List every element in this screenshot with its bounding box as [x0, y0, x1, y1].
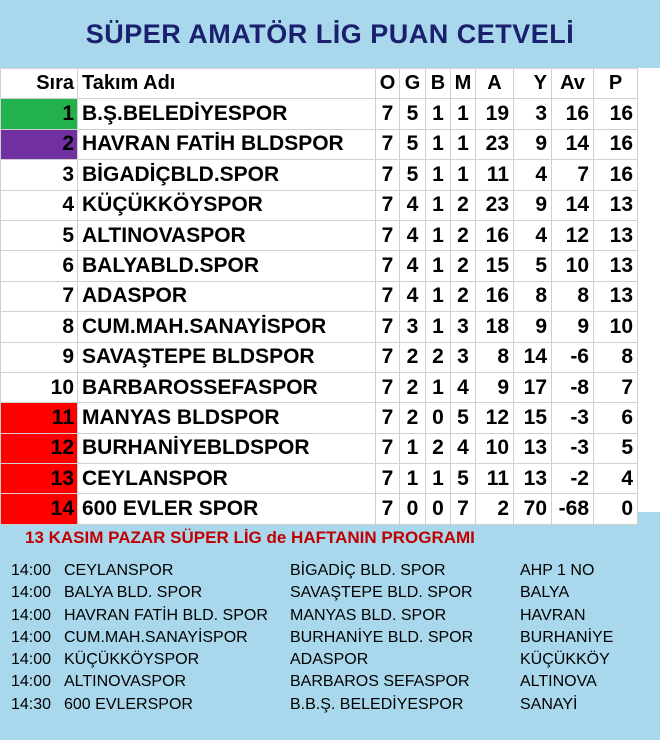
cell-drawn: 2 — [426, 433, 451, 463]
fixture-away-team: B.B.Ş. BELEDİYESPOR — [290, 695, 464, 713]
cell-average: -8 — [552, 372, 594, 402]
cell-average: -3 — [552, 403, 594, 433]
cell-points: 13 — [594, 251, 638, 281]
cell-drawn: 1 — [426, 220, 451, 250]
cell-drawn: 0 — [426, 403, 451, 433]
fixture-venue: BURHANİYE — [520, 628, 614, 646]
cell-lost: 1 — [451, 160, 476, 190]
cell-goals-against: 17 — [514, 372, 552, 402]
fixture-venue: AHP 1 NO — [520, 562, 595, 579]
cell-won: 4 — [400, 281, 426, 311]
fixture-row — [0, 607, 660, 629]
table-row — [1, 312, 638, 342]
fixture-row — [0, 629, 660, 651]
cell-rank: 5 — [1, 220, 78, 250]
cell-goals-for: 18 — [476, 312, 514, 342]
table-row — [1, 160, 638, 190]
cell-rank: 1 — [1, 99, 78, 129]
cell-points: 6 — [594, 403, 638, 433]
cell-points: 5 — [594, 433, 638, 463]
cell-goals-for: 11 — [476, 160, 514, 190]
cell-won: 5 — [400, 99, 426, 129]
fixture-home-team: CEYLANSPOR — [64, 562, 174, 579]
cell-lost: 4 — [451, 433, 476, 463]
table-row — [1, 281, 638, 311]
cell-goals-against: 70 — [514, 494, 552, 524]
fixture-venue: SANAYİ — [520, 695, 578, 713]
fixture-home-team: 600 EVLERSPOR — [64, 695, 193, 713]
table-right-margin — [637, 68, 660, 512]
program-title: 13 KASIM PAZAR SÜPER LİG de HAFTANIN PROGRAMI — [25, 528, 475, 547]
fixture-row — [0, 562, 660, 584]
fixture-venue: ALTINOVA — [520, 673, 597, 691]
cell-goals-against: 5 — [514, 251, 552, 281]
header-won: G — [400, 69, 426, 99]
cell-team: B.Ş.BELEDİYESPOR — [78, 99, 376, 129]
title-bar — [0, 0, 660, 68]
cell-average: 14 — [552, 190, 594, 220]
fixture-time: 14:00 — [11, 651, 52, 669]
cell-played: 7 — [376, 220, 400, 250]
cell-average: -6 — [552, 342, 594, 372]
cell-average: 10 — [552, 251, 594, 281]
fixture-venue: BALYA — [520, 584, 570, 602]
fixture-home-team: BALYA BLD. SPOR — [64, 584, 203, 602]
page-title: SÜPER AMATÖR LİG PUAN CETVELİ — [85, 18, 575, 49]
cell-average: -68 — [552, 494, 594, 524]
header-played: O — [376, 69, 400, 99]
cell-goals-for: 23 — [476, 129, 514, 159]
fixture-time: 14:00 — [11, 673, 52, 691]
cell-played: 7 — [376, 494, 400, 524]
table-row — [1, 342, 638, 372]
cell-lost: 2 — [451, 220, 476, 250]
fixture-venue: HAVRAN — [520, 606, 586, 624]
cell-goals-for: 11 — [476, 464, 514, 494]
cell-rank: 9 — [1, 342, 78, 372]
cell-drawn: 1 — [426, 312, 451, 342]
cell-goals-against: 13 — [514, 433, 552, 463]
fixture-away-team: MANYAS BLD. SPOR — [290, 606, 447, 624]
fixture-time: 14:00 — [11, 562, 52, 579]
cell-goals-against: 13 — [514, 464, 552, 494]
cell-played: 7 — [376, 251, 400, 281]
cell-team: CEYLANSPOR — [78, 464, 376, 494]
cell-team: ADASPOR — [78, 281, 376, 311]
cell-drawn: 1 — [426, 372, 451, 402]
cell-lost: 4 — [451, 372, 476, 402]
fixture-away-team: ADASPOR — [290, 651, 369, 669]
cell-played: 7 — [376, 342, 400, 372]
cell-played: 7 — [376, 99, 400, 129]
cell-points: 4 — [594, 464, 638, 494]
cell-team: SAVAŞTEPE BLDSPOR — [78, 342, 376, 372]
fixture-home-team: HAVRAN FATİH BLD. SPOR — [64, 606, 268, 624]
header-goals-against: Y — [514, 69, 552, 99]
cell-lost: 5 — [451, 403, 476, 433]
cell-rank: 14 — [1, 494, 78, 524]
cell-lost: 1 — [451, 129, 476, 159]
cell-team: MANYAS BLDSPOR — [78, 403, 376, 433]
cell-average: 7 — [552, 160, 594, 190]
cell-lost: 3 — [451, 312, 476, 342]
standings-table — [0, 68, 638, 525]
cell-played: 7 — [376, 160, 400, 190]
cell-points: 10 — [594, 312, 638, 342]
cell-goals-against: 4 — [514, 160, 552, 190]
cell-drawn: 1 — [426, 160, 451, 190]
header-drawn: B — [426, 69, 451, 99]
cell-lost: 2 — [451, 281, 476, 311]
cell-goals-for: 15 — [476, 251, 514, 281]
cell-played: 7 — [376, 433, 400, 463]
cell-drawn: 0 — [426, 494, 451, 524]
cell-rank: 6 — [1, 251, 78, 281]
cell-goals-for: 23 — [476, 190, 514, 220]
cell-goals-against: 15 — [514, 403, 552, 433]
cell-points: 16 — [594, 160, 638, 190]
cell-rank: 11 — [1, 403, 78, 433]
cell-goals-for: 9 — [476, 372, 514, 402]
table-row — [1, 372, 638, 402]
cell-average: 16 — [552, 99, 594, 129]
cell-goals-for: 2 — [476, 494, 514, 524]
header-team: Takım Adı — [78, 69, 376, 99]
cell-rank: 2 — [1, 129, 78, 159]
cell-team: BURHANİYEBLDSPOR — [78, 433, 376, 463]
cell-drawn: 2 — [426, 342, 451, 372]
cell-drawn: 1 — [426, 129, 451, 159]
cell-goals-for: 10 — [476, 433, 514, 463]
cell-goals-for: 8 — [476, 342, 514, 372]
cell-rank: 4 — [1, 190, 78, 220]
cell-lost: 2 — [451, 190, 476, 220]
cell-goals-against: 9 — [514, 312, 552, 342]
cell-goals-against: 9 — [514, 190, 552, 220]
cell-points: 8 — [594, 342, 638, 372]
cell-won: 2 — [400, 342, 426, 372]
cell-drawn: 1 — [426, 99, 451, 129]
cell-rank: 8 — [1, 312, 78, 342]
cell-points: 16 — [594, 99, 638, 129]
fixture-time: 14:00 — [11, 606, 52, 624]
cell-won: 4 — [400, 190, 426, 220]
cell-rank: 12 — [1, 433, 78, 463]
fixture-row — [0, 651, 660, 673]
cell-team: KÜÇÜKKÖYSPOR — [78, 190, 376, 220]
fixture-home-team: CUM.MAH.SANAYİSPOR — [64, 628, 248, 646]
cell-rank: 10 — [1, 372, 78, 402]
cell-average: 14 — [552, 129, 594, 159]
fixture-away-team: SAVAŞTEPE BLD. SPOR — [290, 584, 473, 602]
cell-team: HAVRAN FATİH BLDSPOR — [78, 129, 376, 159]
cell-rank: 13 — [1, 464, 78, 494]
table-row — [1, 220, 638, 250]
cell-lost: 2 — [451, 251, 476, 281]
cell-won: 1 — [400, 433, 426, 463]
cell-points: 7 — [594, 372, 638, 402]
cell-played: 7 — [376, 372, 400, 402]
cell-lost: 1 — [451, 99, 476, 129]
cell-played: 7 — [376, 464, 400, 494]
fixture-row — [0, 584, 660, 606]
cell-average: 9 — [552, 312, 594, 342]
cell-drawn: 1 — [426, 464, 451, 494]
fixture-away-team: BARBAROS SEFASPOR — [290, 673, 470, 691]
cell-won: 1 — [400, 464, 426, 494]
table-row — [1, 433, 638, 463]
cell-rank: 7 — [1, 281, 78, 311]
cell-goals-for: 12 — [476, 403, 514, 433]
header-goals-for: A — [476, 69, 514, 99]
cell-won: 2 — [400, 403, 426, 433]
cell-drawn: 1 — [426, 251, 451, 281]
cell-points: 13 — [594, 190, 638, 220]
cell-played: 7 — [376, 403, 400, 433]
fixture-away-team: BURHANİYE BLD. SPOR — [290, 628, 474, 646]
cell-average: -2 — [552, 464, 594, 494]
cell-lost: 3 — [451, 342, 476, 372]
fixtures-list — [0, 562, 660, 718]
cell-won: 4 — [400, 251, 426, 281]
fixture-time: 14:00 — [11, 584, 52, 602]
header-points: P — [594, 69, 638, 99]
cell-drawn: 1 — [426, 190, 451, 220]
cell-lost: 7 — [451, 494, 476, 524]
cell-average: 8 — [552, 281, 594, 311]
header-rank: Sıra — [1, 69, 78, 99]
fixture-row — [0, 696, 660, 718]
cell-points: 13 — [594, 220, 638, 250]
fixture-row — [0, 673, 660, 695]
cell-drawn: 1 — [426, 281, 451, 311]
cell-goals-against: 8 — [514, 281, 552, 311]
cell-won: 2 — [400, 372, 426, 402]
table-row — [1, 251, 638, 281]
cell-goals-against: 4 — [514, 220, 552, 250]
cell-won: 0 — [400, 494, 426, 524]
cell-points: 16 — [594, 129, 638, 159]
cell-rank: 3 — [1, 160, 78, 190]
fixture-time: 14:30 — [11, 695, 52, 713]
cell-team: BİGADİÇBLD.SPOR — [78, 160, 376, 190]
cell-team: CUM.MAH.SANAYİSPOR — [78, 312, 376, 342]
cell-team: BARBAROSSEFASPOR — [78, 372, 376, 402]
fixture-home-team: KÜÇÜKKÖYSPOR — [64, 651, 200, 669]
cell-won: 4 — [400, 220, 426, 250]
cell-goals-against: 9 — [514, 129, 552, 159]
cell-points: 0 — [594, 494, 638, 524]
fixture-home-team: ALTINOVASPOR — [64, 673, 187, 691]
cell-goals-for: 19 — [476, 99, 514, 129]
cell-played: 7 — [376, 312, 400, 342]
cell-team: 600 EVLER SPOR — [78, 494, 376, 524]
cell-won: 5 — [400, 160, 426, 190]
standings-header-row — [1, 69, 638, 99]
cell-lost: 5 — [451, 464, 476, 494]
cell-goals-for: 16 — [476, 281, 514, 311]
table-row — [1, 494, 638, 524]
cell-average: 12 — [552, 220, 594, 250]
cell-played: 7 — [376, 129, 400, 159]
cell-goals-against: 3 — [514, 99, 552, 129]
fixture-away-team: BİGADİÇ BLD. SPOR — [290, 562, 446, 579]
header-average: Av — [552, 69, 594, 99]
cell-played: 7 — [376, 281, 400, 311]
table-row — [1, 190, 638, 220]
table-row — [1, 403, 638, 433]
cell-average: -3 — [552, 433, 594, 463]
table-row — [1, 464, 638, 494]
cell-won: 5 — [400, 129, 426, 159]
cell-points: 13 — [594, 281, 638, 311]
cell-won: 3 — [400, 312, 426, 342]
cell-team: BALYABLD.SPOR — [78, 251, 376, 281]
cell-goals-against: 14 — [514, 342, 552, 372]
fixture-time: 14:00 — [11, 628, 52, 646]
table-row — [1, 99, 638, 129]
cell-team: ALTINOVASPOR — [78, 220, 376, 250]
table-row — [1, 129, 638, 159]
fixture-venue: KÜÇÜKKÖY — [520, 651, 610, 669]
cell-played: 7 — [376, 190, 400, 220]
cell-goals-for: 16 — [476, 220, 514, 250]
header-lost: M — [451, 69, 476, 99]
